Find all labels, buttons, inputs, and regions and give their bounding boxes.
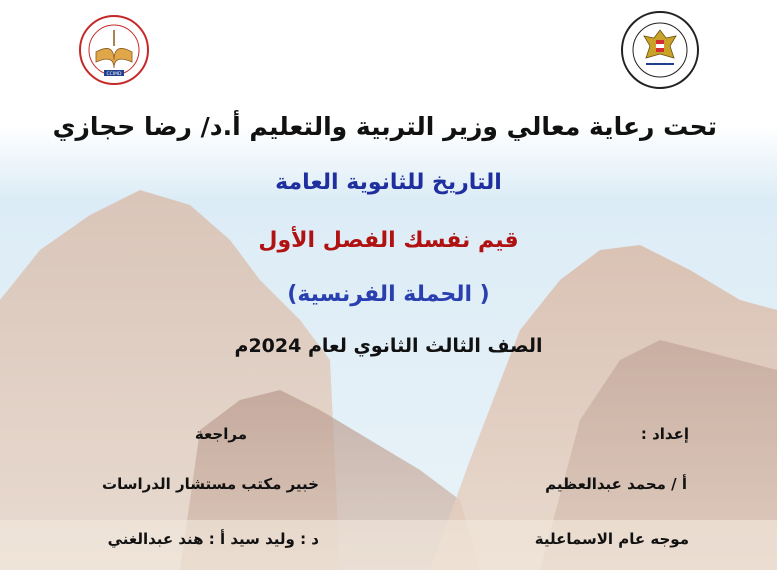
reviewer-names: د : وليد سيد أ : هند عبدالغني	[107, 530, 319, 548]
grade-year-line: الصف الثالث الثانوي لعام 2024م	[234, 335, 543, 357]
patronage-heading: تحت رعاية معالي وزير التربية والتعليم أ.د/ رضا حجازي	[52, 112, 717, 141]
topic-title: ( الحملة الفرنسية)	[287, 282, 490, 307]
ccimd-book-emblem-icon	[78, 12, 150, 90]
ministry-eagle-seal-icon	[620, 10, 700, 90]
svg-text:CCIMD: CCIMD	[106, 72, 122, 77]
author-role: موجه عام الاسماعلية	[534, 530, 689, 548]
expert-title: خبير مكتب مستشار الدراسات	[102, 475, 319, 493]
author-name: أ / محمد عبدالعظيم	[545, 475, 687, 493]
prepared-by-label: إعداد :	[640, 425, 689, 443]
review-label: مراجعة	[194, 425, 247, 443]
subject-title: التاريخ للثانوية العامة	[275, 170, 502, 195]
assessment-title: قيم نفسك الفصل الأول	[258, 228, 519, 253]
